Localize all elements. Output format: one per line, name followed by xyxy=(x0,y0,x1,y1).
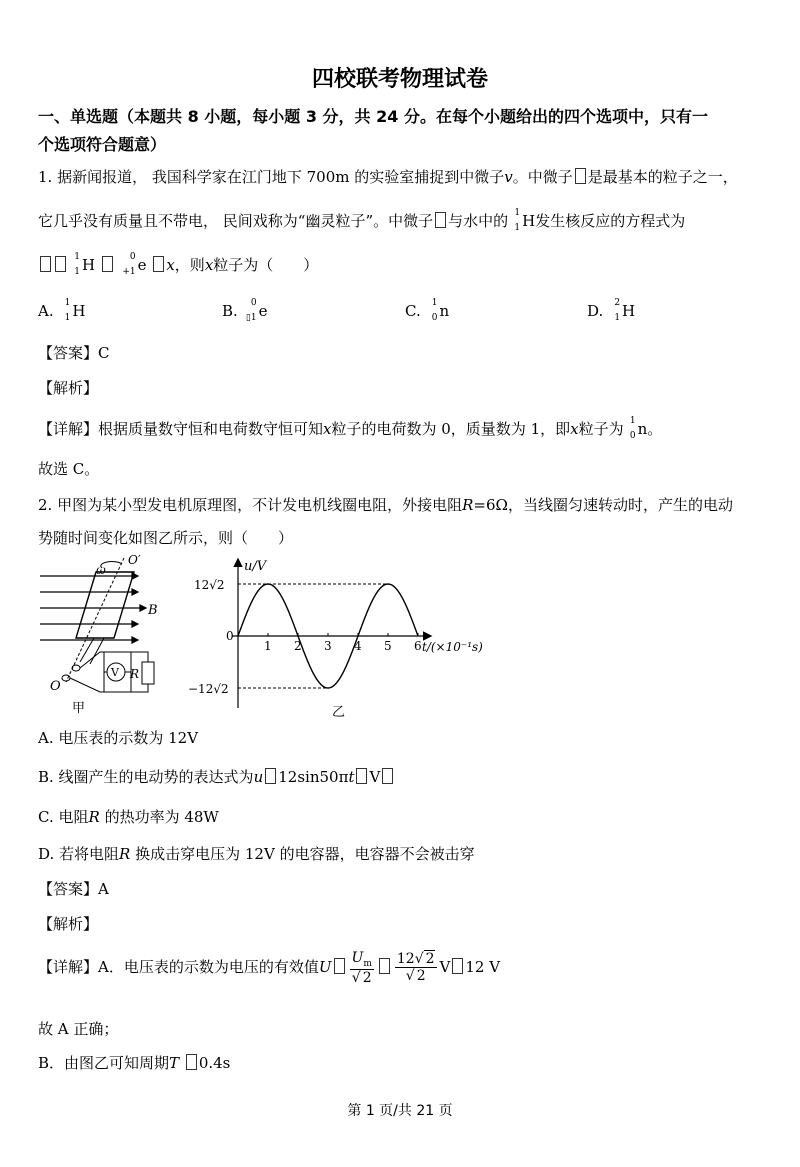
q2-option-d[interactable]: D. 若将电阻R 换成击穿电压为 12V 的电容器，电容器不会被击穿 xyxy=(38,845,475,863)
page-title: 四校联考物理试卷 xyxy=(311,67,488,92)
x-tick-label: 6 xyxy=(414,639,422,653)
x-axis-label: t/(×10⁻¹s) xyxy=(422,640,483,654)
q1-text: 1. 据新闻报道， 我国科学家在江门地下 700m 的实验室捕捉到中微子 xyxy=(38,168,505,186)
q1-text: 是最基本的粒子之一， xyxy=(587,168,738,186)
resistor-icon xyxy=(142,662,154,684)
coil xyxy=(76,572,134,638)
q1-line1 xyxy=(38,166,738,187)
q2-correct: 故 A 正确； xyxy=(38,1020,119,1038)
omega-label: ω xyxy=(96,563,106,577)
x-symbol: x xyxy=(204,256,214,274)
q2-option-b[interactable]: B. 线圈产生的电动势的表达式为u 12sin50πt V xyxy=(38,766,395,787)
q1-equation xyxy=(38,254,318,276)
nuclide-notation: 0 +1 xyxy=(122,252,136,277)
q1-option-a[interactable]: A. 1 1 H xyxy=(38,298,86,323)
x-tick-label: 3 xyxy=(324,639,332,653)
q2-answer: 【答案】A xyxy=(38,880,109,898)
q1-line2 xyxy=(38,210,685,232)
q2-b-line: B．由图乙可知周期T 0.4s xyxy=(38,1054,231,1072)
page-footer: 第 1 页/共 21 页 xyxy=(347,1103,453,1119)
missing-glyph-box xyxy=(40,256,51,272)
fraction: $\frac{U_m}{√ 2}$ xyxy=(351,950,372,986)
x-tick-label: 2 xyxy=(294,639,302,653)
figure-caption-jia: 甲 xyxy=(72,701,86,716)
x-tick-label: 5 xyxy=(384,639,392,653)
nuclide-symbol: e xyxy=(137,256,147,274)
q1-text: 粒子为（ ） xyxy=(213,256,319,274)
missing-glyph-box xyxy=(102,256,113,272)
x-tick-label: 4 xyxy=(354,639,362,653)
q1-text: 与水中的 xyxy=(448,212,509,230)
q1-option-c[interactable]: C. 1 0 n xyxy=(405,298,450,323)
y-max-label: 12√2 xyxy=(194,578,225,592)
x-tick-label: 1 xyxy=(264,639,272,653)
q2-line1: 2. 甲图为某小型发电机原理图，不计发电机线圈电阻，外接电阻R=6Ω，当线圈匀速转动时，产生的电动 xyxy=(38,496,733,514)
q1-option-d[interactable]: D. 2 1 H xyxy=(587,298,636,323)
nuclide-notation: 1 1 xyxy=(74,252,80,277)
fraction: $\frac{12√ 2}{√ 2}$ xyxy=(396,951,435,985)
q2-option-c[interactable]: C. 电阻R 的热功率为 48W xyxy=(38,808,219,826)
y-axis-label: u/V xyxy=(244,559,267,574)
missing-glyph-box xyxy=(153,256,164,272)
figure-caption-yi: 乙 xyxy=(332,705,346,718)
nuclide-symbol: H xyxy=(82,256,96,274)
q1-text: 发生核反应的方程式为 xyxy=(535,212,686,230)
q1-conclusion: 故选 C。 xyxy=(38,460,100,478)
slip-ring xyxy=(72,665,80,671)
q2-analysis-tag: 【解析】 xyxy=(38,915,99,933)
o-prime-label: O′ xyxy=(128,553,141,567)
q1-text: 它几乎没有质量且不带电， 民间戏称为“幽灵粒子”。中微子 xyxy=(38,212,434,230)
q1-text: 。中微子 xyxy=(512,168,573,186)
o-label: O xyxy=(50,679,61,694)
nuclide-notation: 1 1 xyxy=(514,208,521,233)
q1-answer: 【答案】C xyxy=(38,344,110,362)
section-heading-line1: 一、单选题（本题共 8 小题，每小题 3 分，共 24 分。在每个小题给出的四个选项中，只有一 xyxy=(38,107,708,126)
q2-detail: 【详解】A．电压表的示数为电压的有效值U $\frac{U_m}{√ 2}$ $\frac{12√ 2}{√ 2}$ V 12 V xyxy=(38,950,501,986)
q1-option-b[interactable]: B. 0 ▯1 e xyxy=(222,298,268,323)
q1-detail: 【详解】根据质量数守恒和电荷数守恒可知x粒子的电荷数为 0，质量数为 1，即x粒子为 1 0 n。 xyxy=(38,416,663,441)
slip-ring xyxy=(62,675,70,681)
q1-analysis-tag: 【解析】 xyxy=(38,379,99,397)
origin-label: 0 xyxy=(226,629,234,643)
missing-glyph-box xyxy=(575,168,586,184)
nuclide-symbol: H xyxy=(522,212,536,230)
resistor-label: R xyxy=(130,667,140,681)
missing-glyph-box xyxy=(435,212,446,228)
voltmeter-label: V xyxy=(111,666,119,679)
y-min-label: −12√2 xyxy=(188,682,229,696)
x-symbol: x xyxy=(166,256,175,274)
section-heading-line2: 个选项符合题意） xyxy=(38,135,167,154)
generator-diagram xyxy=(36,552,166,717)
q1-text: ，则 xyxy=(174,256,205,274)
b-field-label: B xyxy=(148,603,158,618)
q2-line2: 势随时间变化如图乙所示，则（ ） xyxy=(38,529,294,547)
voltage-time-graph xyxy=(186,556,486,718)
q2-option-a[interactable]: A. 电压表的示数为 12V xyxy=(38,729,199,747)
missing-glyph-box xyxy=(55,256,66,272)
nu-symbol: v xyxy=(504,168,513,186)
